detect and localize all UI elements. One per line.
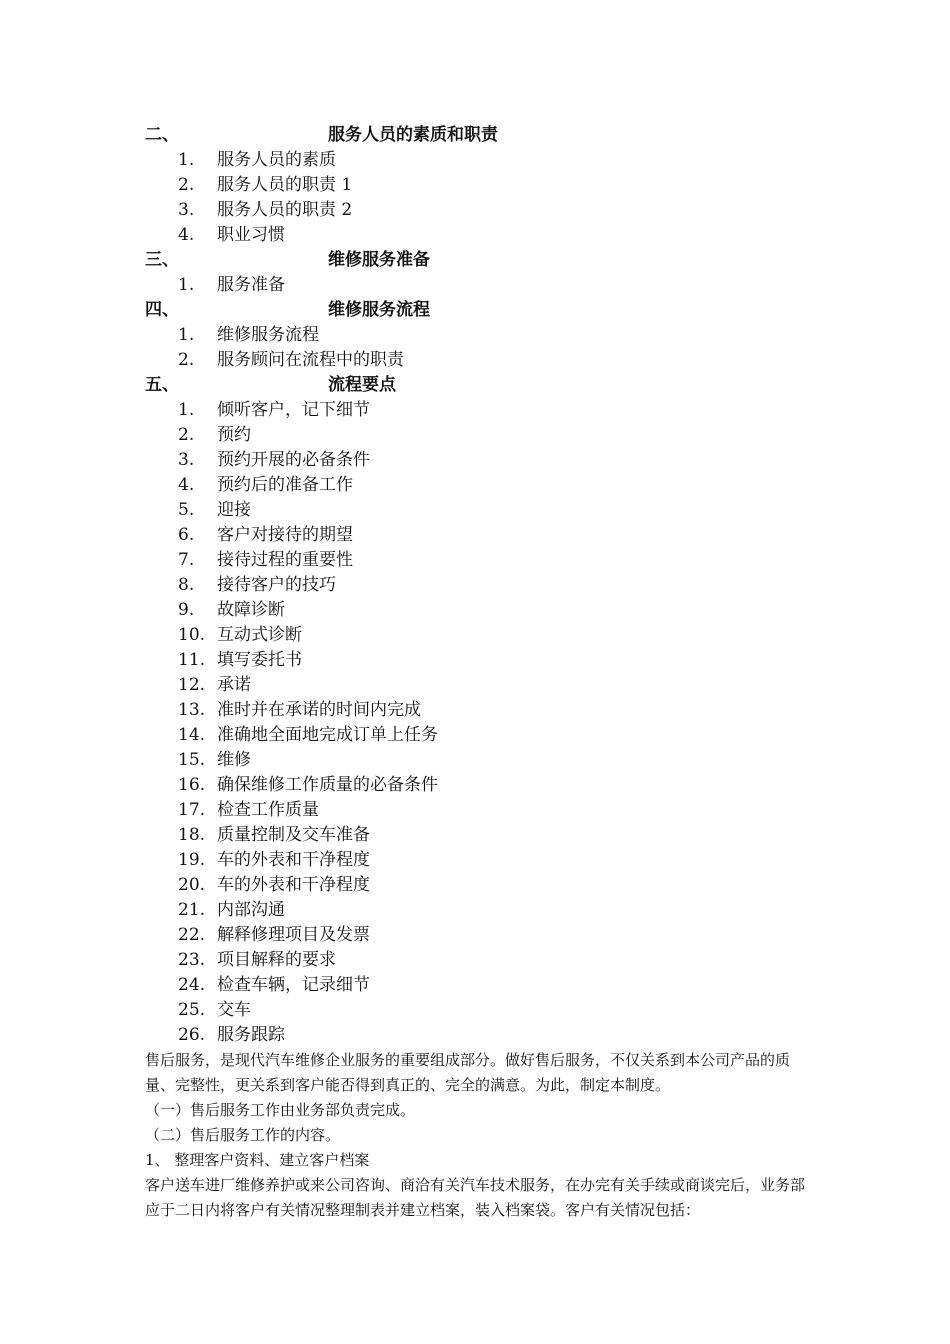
list-item-number: 12. <box>178 675 206 695</box>
list-item-text: 倾听客户，记下细节 <box>217 400 370 420</box>
section-number: 三、 <box>145 250 179 270</box>
list-item <box>145 348 805 373</box>
list-item-number: 11. <box>178 650 206 670</box>
section-heading <box>145 123 805 148</box>
list-item-number: 21. <box>178 900 206 920</box>
list-item-number: 2. <box>178 425 195 445</box>
section-number: 二、 <box>145 125 179 145</box>
list-item <box>145 898 805 923</box>
list-item <box>145 973 805 998</box>
list-item-text: 客户对接待的期望 <box>217 525 353 545</box>
list-item-text: 职业习惯 <box>217 225 285 245</box>
list-item-text: 车的外表和干净程度 <box>217 875 370 895</box>
list-item-number: 13. <box>178 700 206 720</box>
list-item <box>145 573 805 598</box>
list-item-text: 检查工作质量 <box>217 800 319 820</box>
list-item-text: 交车 <box>217 1000 251 1020</box>
list-item <box>145 423 805 448</box>
section-title: 维修服务准备 <box>328 250 430 270</box>
list-item-text: 承诺 <box>217 675 251 695</box>
list-item-text: 填写委托书 <box>217 650 302 670</box>
list-item-number: 24. <box>178 975 206 995</box>
list-item-number: 3. <box>178 450 195 470</box>
list-item <box>145 723 805 748</box>
list-item-number: 1. <box>178 275 195 295</box>
list-item-text: 预约开展的必备条件 <box>217 450 370 470</box>
list-item-number: 5. <box>178 500 195 520</box>
list-item-text: 服务准备 <box>217 275 285 295</box>
list-item-number: 18. <box>178 825 206 845</box>
list-item <box>145 223 805 248</box>
list-item <box>145 598 805 623</box>
list-item-number: 8. <box>178 575 195 595</box>
detail-paragraph: 客户送车进厂维修养护或来公司咨询、商洽有关汽车技术服务，在办完有关手续或商谈完后，业务部应于二日内将客户有关情况整理制表并建立档案，装入档案袋。客户有关情况包括： <box>145 1176 806 1219</box>
section-title: 维修服务流程 <box>328 300 430 320</box>
list-item <box>145 448 805 473</box>
list-item-number: 15. <box>178 750 206 770</box>
list-item-text: 服务人员的素质 <box>217 150 336 170</box>
list-item <box>145 523 805 548</box>
sub-heading-1: 1、 整理客户资料、建立客户档案 <box>145 1151 370 1169</box>
list-item-number: 10. <box>178 625 206 645</box>
list-item <box>145 473 805 498</box>
list-item-number: 1. <box>178 150 195 170</box>
section-number: 五、 <box>145 375 179 395</box>
list-item-number: 4. <box>178 475 195 495</box>
list-item <box>145 948 805 973</box>
list-item-number: 9. <box>178 600 195 620</box>
list-item-text: 确保维修工作质量的必备条件 <box>217 775 438 795</box>
list-item-number: 23. <box>178 950 206 970</box>
list-item-number: 19. <box>178 850 206 870</box>
list-item-number: 1. <box>178 400 195 420</box>
list-item-text: 预约 <box>217 425 251 445</box>
list-item-number: 4. <box>178 225 195 245</box>
list-item-number: 3. <box>178 200 195 220</box>
list-item-text: 准确地全面地完成订单上任务 <box>217 725 438 745</box>
outline <box>145 123 805 1048</box>
list-item <box>145 923 805 948</box>
list-item-number: 14. <box>178 725 206 745</box>
list-item-text: 故障诊断 <box>217 600 285 620</box>
list-item <box>145 498 805 523</box>
list-item-text: 接待过程的重要性 <box>217 550 353 570</box>
list-item-number: 2. <box>178 175 195 195</box>
list-item <box>145 698 805 723</box>
list-item-number: 1. <box>178 325 195 345</box>
list-item-text: 质量控制及交车准备 <box>217 825 370 845</box>
list-item <box>145 173 805 198</box>
section-title: 服务人员的素质和职责 <box>328 125 498 145</box>
list-item-text: 服务顾问在流程中的职责 <box>217 350 404 370</box>
list-item <box>145 648 805 673</box>
section-heading <box>145 373 805 398</box>
list-item-text: 服务跟踪 <box>217 1025 285 1045</box>
section-heading <box>145 298 805 323</box>
document-content <box>145 123 805 1223</box>
list-item-text: 检查车辆，记录细节 <box>217 975 370 995</box>
list-item <box>145 998 805 1023</box>
list-item-number: 6. <box>178 525 195 545</box>
list-item <box>145 848 805 873</box>
list-item-text: 项目解释的要求 <box>217 950 336 970</box>
list-item <box>145 798 805 823</box>
list-item-text: 车的外表和干净程度 <box>217 850 370 870</box>
list-item <box>145 198 805 223</box>
list-item <box>145 1023 805 1048</box>
section-number: 四、 <box>145 300 179 320</box>
intro-paragraph: 售后服务，是现代汽车维修企业服务的重要组成部分。做好售后服务，不仅关系到本公司产品的质量、完整性，更关系到客户能否得到真正的、完全的满意。为此，制定本制度。 <box>145 1051 791 1094</box>
list-item <box>145 673 805 698</box>
section-title: 流程要点 <box>328 375 396 395</box>
list-item-text: 服务人员的职责 2 <box>217 200 353 220</box>
list-item <box>145 873 805 898</box>
list-item-number: 26. <box>178 1025 206 1045</box>
list-item-number: 25. <box>178 1000 206 1020</box>
list-item-number: 2. <box>178 350 195 370</box>
list-item-text: 迎接 <box>217 500 251 520</box>
section-heading <box>145 248 805 273</box>
list-item-text: 预约后的准备工作 <box>217 475 353 495</box>
list-item-number: 17. <box>178 800 206 820</box>
list-item-text: 服务人员的职责 1 <box>217 175 353 195</box>
list-item-number: 20. <box>178 875 206 895</box>
list-item <box>145 398 805 423</box>
list-item-number: 7. <box>178 550 195 570</box>
list-item-number: 16. <box>178 775 206 795</box>
list-item-text: 维修 <box>217 750 251 770</box>
list-item <box>145 548 805 573</box>
list-item-text: 互动式诊断 <box>217 625 302 645</box>
list-item-text: 维修服务流程 <box>217 325 319 345</box>
list-item-text: 接待客户的技巧 <box>217 575 336 595</box>
list-item-text: 准时并在承诺的时间内完成 <box>217 700 421 720</box>
list-item <box>145 748 805 773</box>
list-item <box>145 623 805 648</box>
list-item-text: 解释修理项目及发票 <box>217 925 370 945</box>
list-item <box>145 148 805 173</box>
point-2: （二）售后服务工作的内容。 <box>145 1126 341 1144</box>
list-item-number: 22. <box>178 925 206 945</box>
list-item <box>145 273 805 298</box>
list-item-text: 内部沟通 <box>217 900 285 920</box>
list-item <box>145 773 805 798</box>
point-1: （一）售后服务工作由业务部负责完成。 <box>145 1101 416 1119</box>
list-item <box>145 323 805 348</box>
list-item <box>145 823 805 848</box>
